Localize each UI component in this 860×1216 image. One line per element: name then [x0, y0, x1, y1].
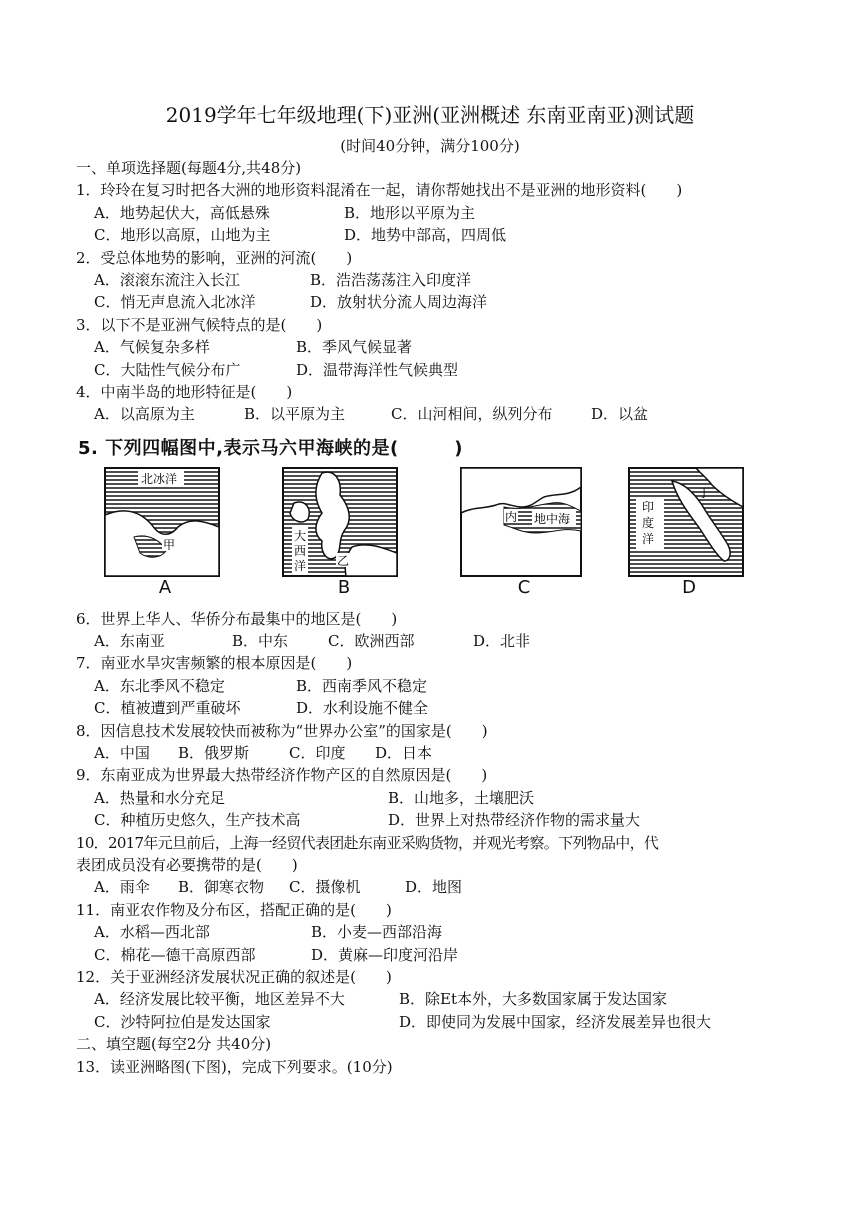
- q11-option-d: D．黄麻—印度河沿岸: [311, 945, 459, 964]
- map-b-strait: [282, 467, 398, 577]
- q8-option-c: C．印度: [289, 744, 346, 763]
- q10-option-b: B．御寒衣物: [178, 878, 265, 897]
- map-c-mark: 内: [505, 509, 518, 524]
- q12-option-b: B．除Et本外，大多数国家属于发达国家: [399, 990, 668, 1009]
- q8-option-d: D．日本: [375, 744, 433, 763]
- q2-option-d: D．放射状分流人周边海洋: [310, 293, 488, 312]
- map-c-sea-label: 地中海: [534, 511, 571, 526]
- q4-option-b: B．以平原为主: [244, 405, 346, 424]
- map-d-label: D: [682, 576, 696, 598]
- q4-options: [76, 403, 796, 425]
- q10-options: [76, 876, 796, 898]
- q4-option-a: A．以高原为主: [94, 405, 195, 424]
- q7-stem: 7．南亚水旱灾害频繁的根本原因是( ): [76, 654, 353, 673]
- q7-option-a: A．东北季风不稳定: [94, 676, 225, 695]
- q6-option-d: D．北非: [473, 632, 531, 651]
- q12-stem: 12．关于亚洲经济发展状况正确的叙述是( ): [76, 967, 392, 986]
- q2-options-row2: [76, 291, 796, 313]
- map-a-strait: [104, 467, 220, 577]
- q11-options-row2: [76, 944, 796, 966]
- map-a-mark: 甲: [163, 537, 176, 552]
- q9-options-row1: [76, 787, 796, 809]
- map-d-label-2: 度: [642, 515, 655, 530]
- q5-stem: 5. 下列四幅图中,表示马六甲海峡的是( ): [78, 437, 463, 459]
- map-c-strait: [460, 467, 582, 577]
- q12-option-c: C．沙特阿拉伯是发达国家: [94, 1012, 271, 1031]
- q4-stem: 4．中南半岛的地形特征是( ): [76, 382, 293, 401]
- q2-option-a: A．滚滚东流注入长江: [94, 270, 240, 289]
- q6-stem: 6．世界上华人、华侨分布最集中的地区是( ): [76, 609, 398, 628]
- q1-option-d: D．地势中部高，四周低: [344, 226, 507, 245]
- q3-options-row1: [76, 336, 796, 358]
- q1-option-a: A．地势起伏大，高低悬殊: [94, 203, 270, 222]
- q9-option-b: B．山地多，土壤肥沃: [388, 788, 535, 807]
- q10-option-a: A．雨伞: [94, 878, 150, 897]
- map-b-label-1: 大: [294, 528, 307, 543]
- q1-options-row2: [76, 224, 796, 246]
- exam-info: (时间40分钟，满分100分): [340, 137, 520, 155]
- q13-stem: 13．读亚洲略图(下图)，完成下列要求。(10分): [76, 1057, 393, 1076]
- q10-stem-line2: 表团成员没有必要携带的是( ): [76, 855, 298, 874]
- q12-option-d: D．即使同为发展中国家，经济发展差异也很大: [399, 1012, 712, 1031]
- q9-stem: 9．东南亚成为世界最大热带经济作物产区的自然原因是( ): [76, 766, 488, 785]
- q10-option-d: D．地图: [405, 878, 463, 897]
- map-b-label: B: [337, 576, 351, 598]
- map-d-mark: 丁: [698, 485, 711, 500]
- q6-option-a: A．东南亚: [94, 632, 165, 651]
- q11-options-row1: [76, 921, 796, 943]
- q6-option-c: C．欧洲西部: [328, 632, 415, 651]
- q1-option-c: C．地形以高原，山地为主: [94, 226, 271, 245]
- q3-options-row2: [76, 359, 796, 381]
- q12-option-a: A．经济发展比较平衡，地区差异不大: [94, 990, 345, 1009]
- q9-option-c: C．种植历史悠久，生产技术高: [94, 811, 301, 830]
- q11-stem: 11．南亚农作物及分布区，搭配正确的是( ): [76, 900, 392, 919]
- map-a-label: A: [158, 576, 172, 598]
- page-title: 2019学年七年级地理(下)亚洲(亚洲概述 东南亚南亚)测试题: [165, 103, 695, 127]
- q8-stem: 8．因信息技术发展较快而被称为“世界办公室”的国家是( ): [76, 721, 488, 740]
- question-list: [76, 157, 796, 1078]
- map-d-strait: [628, 467, 744, 577]
- section-heading-choice: 一、单项选择题(每题4分,共48分): [76, 159, 302, 177]
- q8-options: [76, 742, 796, 764]
- q3-option-c: C．大陆性气候分布广: [94, 360, 241, 379]
- q7-option-b: B．西南季风不稳定: [296, 676, 428, 695]
- q7-option-d: D．水利设施不健全: [296, 699, 429, 718]
- q10-stem-line1: 10．2017年元旦前后，上海一经贸代表团赴东南亚采购货物，并观光考察。下列物品中，代: [76, 833, 659, 852]
- q11-option-a: A．水稻—西北部: [94, 923, 210, 942]
- q12-options-row2: [76, 1011, 796, 1033]
- q2-options-row1: [76, 269, 796, 291]
- q4-option-c: C．山河相间，纵列分布: [391, 405, 553, 424]
- q2-option-b: B．浩浩荡荡注入印度洋: [310, 270, 472, 289]
- map-c-label: C: [517, 576, 531, 598]
- map-b-label-3: 洋: [294, 558, 307, 573]
- q3-option-d: D．温带海洋性气候典型: [296, 360, 459, 379]
- q10-option-c: C．摄像机: [289, 878, 361, 897]
- map-d-label-1: 印: [642, 499, 655, 514]
- q2-stem: 2．受总体地势的影响，亚洲的河流( ): [76, 248, 353, 267]
- q1-options-row1: [76, 202, 796, 224]
- q3-option-b: B．季风气候显著: [296, 338, 413, 357]
- q1-stem: 1．玲玲在复习时把各大洲的地形资料混淆在一起，请你帮她找出不是亚洲的地形资料( ): [76, 181, 683, 200]
- q11-option-c: C．棉花—德干高原西部: [94, 945, 256, 964]
- q7-options-row2: [76, 697, 796, 719]
- map-d-label-3: 洋: [642, 531, 655, 546]
- section-heading-fill: 二、填空题(每空2分 共40分): [76, 1035, 272, 1054]
- q5-block: [76, 434, 796, 604]
- q9-option-a: A．热量和水分充足: [94, 788, 225, 807]
- q7-option-c: C．植被遭到严重破坏: [94, 699, 241, 718]
- q11-option-b: B．小麦—西部沿海: [311, 923, 443, 942]
- q1-option-b: B．地形以平原为主: [344, 203, 476, 222]
- q7-options-row1: [76, 675, 796, 697]
- q3-stem: 3．以下不是亚洲气候特点的是( ): [76, 315, 323, 334]
- q6-option-b: B．中东: [232, 632, 289, 651]
- q3-option-a: A．气候复杂多样: [94, 338, 210, 357]
- q9-options-row2: [76, 809, 796, 831]
- q8-option-b: B．俄罗斯: [178, 744, 250, 763]
- q8-option-a: A．中国: [94, 744, 150, 763]
- map-b-label-2: 西: [294, 543, 307, 558]
- q6-options: [76, 630, 796, 652]
- map-b-mark: 乙: [337, 553, 350, 568]
- q4-option-d: D．以盆: [591, 405, 649, 424]
- q12-options-row1: [76, 988, 796, 1010]
- q2-option-c: C．悄无声息流入北冰洋: [94, 293, 256, 312]
- q9-option-d: D．世界上对热带经济作物的需求量大: [388, 811, 641, 830]
- map-a-ocean-label: 北冰洋: [141, 471, 178, 486]
